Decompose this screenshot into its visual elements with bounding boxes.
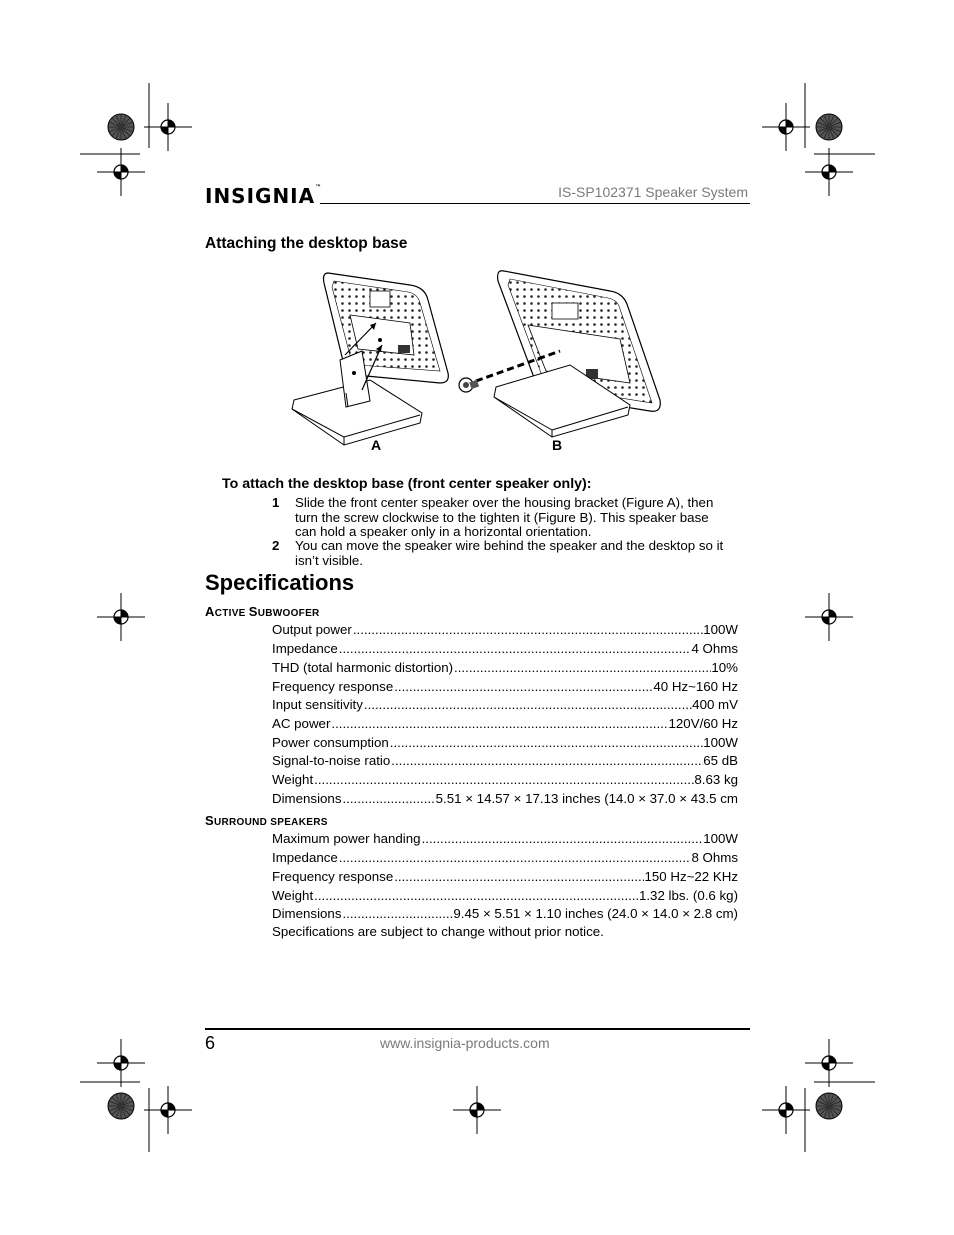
desktop-base-illustration xyxy=(290,265,680,455)
spec-label: Weight xyxy=(272,772,314,787)
leader-dots xyxy=(341,789,435,808)
leader-dots xyxy=(393,677,653,696)
spec-row xyxy=(272,751,738,770)
spec-value: 100W xyxy=(703,735,738,750)
page-number: 6 xyxy=(205,1033,216,1053)
spec-value: 1.32 lbs. (0.6 kg) xyxy=(638,888,738,903)
spec-value: 5.51 × 14.57 × 17.13 inches (14.0 × 37.0 × 43.5 cm xyxy=(435,791,738,806)
spec-row xyxy=(272,886,738,905)
step-line: turn the screw clockwise to the tighten it (Figure B). This speaker base xyxy=(295,509,709,525)
procedure-step-2 xyxy=(272,539,750,569)
specifications-note: Specifications are subject to change without prior notice. xyxy=(272,924,604,939)
spec-label: Frequency response xyxy=(272,869,394,884)
spec-label: Dimensions xyxy=(272,906,342,921)
specifications-heading: Specifications xyxy=(205,570,355,595)
spec-row xyxy=(272,829,738,848)
spec-label: Weight xyxy=(272,888,314,903)
leader-dots xyxy=(330,714,668,733)
step-number: 2 xyxy=(272,538,280,553)
leader-dots xyxy=(338,639,692,658)
figure-a-drawing xyxy=(292,273,448,445)
logo-trademark: ™ xyxy=(315,184,322,191)
spec-row xyxy=(272,867,738,886)
spec-label: Frequency response xyxy=(272,679,394,694)
surround-speakers-heading: SURROUND SPEAKERS xyxy=(205,813,328,828)
spec-row xyxy=(272,677,738,696)
spec-value: 100W xyxy=(703,831,738,846)
leader-dots xyxy=(341,904,453,923)
footer-rule xyxy=(205,1028,750,1030)
spec-label: Output power xyxy=(272,622,352,637)
step-line: can hold a speaker only in a horizontal orientation. xyxy=(295,524,592,539)
leader-dots xyxy=(390,751,703,770)
spec-label: Dimensions xyxy=(272,791,342,806)
document-title: IS-SP102371 Speaker System xyxy=(558,184,748,200)
header-rule xyxy=(320,203,750,204)
spec-value: 40 Hz~160 Hz xyxy=(653,679,738,694)
leader-dots xyxy=(389,733,703,752)
section-heading: Attaching the desktop base xyxy=(205,235,408,252)
step-line: You can move the speaker wire behind the speaker and the desktop so it xyxy=(295,538,724,553)
step-text xyxy=(295,496,750,540)
spec-label: Power consumption xyxy=(272,735,389,750)
footer-url: www.insignia-products.com xyxy=(380,1035,550,1051)
leader-dots xyxy=(421,829,704,848)
spec-row xyxy=(272,770,738,789)
spec-label: Impedance xyxy=(272,850,338,865)
spec-value: 100W xyxy=(703,622,738,637)
leader-dots xyxy=(338,848,692,867)
spec-value: 150 Hz~22 KHz xyxy=(644,869,738,884)
spec-row xyxy=(272,789,738,808)
leader-dots xyxy=(363,695,692,714)
spec-row xyxy=(272,639,738,658)
spec-value: 10% xyxy=(711,660,738,675)
spec-label: Input sensitivity xyxy=(272,697,363,712)
spec-label: THD (total harmonic distortion) xyxy=(272,660,454,675)
step-line: Slide the front center speaker over the housing bracket (Figure A), then xyxy=(295,495,714,510)
spec-value: 8 Ohms xyxy=(691,850,738,865)
active-subwoofer-heading: ACTIVE SUBWOOFER xyxy=(205,604,320,619)
spec-value: 65 dB xyxy=(703,753,738,768)
spec-row xyxy=(272,733,738,752)
spec-value: 8.63 kg xyxy=(694,772,738,787)
spec-label: Impedance xyxy=(272,641,338,656)
leader-dots xyxy=(313,770,694,789)
spec-row xyxy=(272,714,738,733)
spec-label: Signal-to-noise ratio xyxy=(272,753,391,768)
figure-b-drawing xyxy=(459,271,660,437)
procedure-title: To attach the desktop base (front center speaker only): xyxy=(222,476,592,492)
spec-label: AC power xyxy=(272,716,331,731)
figure-a-label: A xyxy=(371,437,382,453)
spec-value: 400 mV xyxy=(692,697,738,712)
spec-value: 9.45 × 5.51 × 1.10 inches (24.0 × 14.0 × 2.8 cm) xyxy=(453,906,738,921)
spec-row xyxy=(272,658,738,677)
step-text xyxy=(295,539,750,568)
spec-value: 120V/60 Hz xyxy=(668,716,738,731)
spec-label: Maximum power handing xyxy=(272,831,421,846)
spec-row xyxy=(272,848,738,867)
spec-row xyxy=(272,904,738,923)
logo-text: INSIGNIA xyxy=(205,184,316,208)
figure-b-label: B xyxy=(552,437,563,453)
leader-dots xyxy=(393,867,644,886)
leader-dots xyxy=(352,620,703,639)
leader-dots xyxy=(453,658,711,677)
spec-row xyxy=(272,620,738,639)
insignia-logo xyxy=(205,184,321,208)
procedure-step-1 xyxy=(272,496,750,540)
step-line: isn’t visible. xyxy=(295,552,363,568)
step-number: 1 xyxy=(272,495,280,510)
spec-row xyxy=(272,695,738,714)
spec-value: 4 Ohms xyxy=(691,641,738,656)
leader-dots xyxy=(313,886,639,905)
